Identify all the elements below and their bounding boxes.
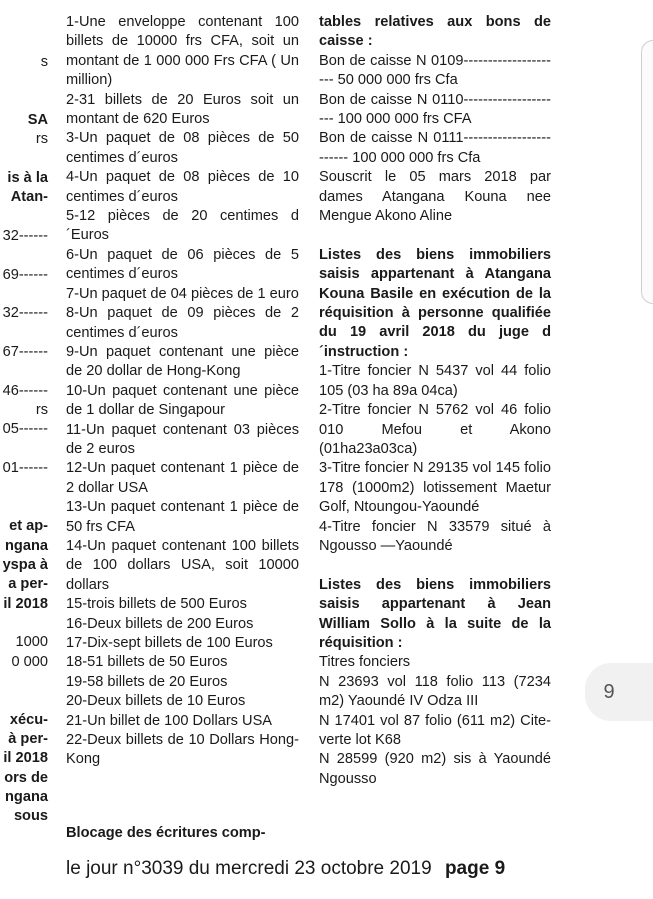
list-item: 1-Une enveloppe contenant 100 billets de 10000 frs CFA, soit un montant de 1 000 000 Frs CFA ( Un million) xyxy=(66,14,299,89)
list-item: 6-Un paquet de 06 pièces de 5 centimes d´euros xyxy=(66,246,299,283)
list-item: 14-Un paquet contenant 100 billets de 100 dollars USA, soit 10000 dollars xyxy=(66,537,299,593)
list-item: Bon de caisse N 0111------------------------ 100 000 000 frs Cfa xyxy=(319,130,551,166)
fragment: 46------ xyxy=(2,383,48,399)
list-item: Souscrit le 05 mars 2018 par dames Atangana Kouna nee Mengue Akono Aline xyxy=(319,169,551,225)
list-item: 11-Un paquet contenant 03 pièces de 2 euros xyxy=(66,421,299,457)
list-item: 7-Un paquet de 04 pièces de 1 euro xyxy=(66,285,299,302)
page-indicator-label: 9 xyxy=(603,680,615,703)
fragment: ngana xyxy=(5,789,48,805)
list-item: 16-Deux billets de 200 Euros xyxy=(66,615,254,632)
list-item: 21-Un billet de 100 Dollars USA xyxy=(66,712,273,729)
fragment: 1000 xyxy=(15,634,48,650)
fragment: 67------ xyxy=(2,344,48,360)
list-item: Titres fonciers xyxy=(319,654,411,671)
fragment: rs xyxy=(35,402,48,418)
fragment: à per- xyxy=(8,731,48,747)
fragment: Atan- xyxy=(10,189,48,205)
list-item: 17-Dix-sept billets de 100 Euros xyxy=(66,635,273,651)
fragment: xécu- xyxy=(9,712,48,728)
fragment: 69------ xyxy=(2,267,48,283)
list-item: 2-Titre foncier N 5762 vol 46 folio 010 Mefou et Akono (01ha23a03ca) xyxy=(319,402,551,457)
page-number: page 9 xyxy=(444,858,506,879)
list-item: 3-Titre foncier N 29135 vol 145 folio 178 (1000m2) lotissement Maetur Golf, Ntoungou-Yaoundé xyxy=(319,460,551,516)
fragment: is à la xyxy=(7,170,48,186)
fragment: 0 000 xyxy=(11,654,48,670)
list-item: 18-51 billets de 50 Euros xyxy=(66,654,228,671)
list-item: 4-Un paquet de 08 pièces de 10 centimes d´euros xyxy=(66,169,299,205)
fragment: rs xyxy=(35,131,48,147)
list-item: 15-trois billets de 500 Euros xyxy=(66,596,247,613)
list-item: 12-Un paquet contenant 1 pièce de 2 dollar USA xyxy=(66,460,299,496)
list-item: Bon de caisse N 0109--------------------- 50 000 000 frs Cfa xyxy=(319,52,551,89)
section-heading: tables relatives aux bons de caisse : xyxy=(319,14,551,50)
fragment: s xyxy=(40,54,48,70)
page-indicator-tab[interactable] xyxy=(585,663,653,721)
seized-items-list xyxy=(66,13,299,770)
list-item: 9-Un paquet contenant une pièce de 20 dollar de Hong-Kong xyxy=(66,343,299,380)
list-item: N 28599 (920 m2) sis à Yaoundé Ngousso xyxy=(319,751,551,787)
fragment: 32------ xyxy=(2,228,48,244)
list-item: N 23693 vol 118 folio 113 (7234 m2) Yaoundé IV Odza III xyxy=(319,673,551,710)
list-item: Bon de caisse N 0110--------------------- 100 000 000 frs CFA xyxy=(319,91,551,128)
fragment: SA xyxy=(27,112,48,128)
fragment: et ap- xyxy=(9,518,48,534)
right-column xyxy=(319,13,551,789)
fragment: il 2018 xyxy=(3,750,48,766)
list-item: 5-12 pièces de 20 centimes d´Euros xyxy=(66,208,299,244)
list-item: 10-Un paquet contenant une pièce de 1 dollar de Singapour xyxy=(66,382,299,419)
fragment: ngana xyxy=(5,538,48,554)
list-item: N 17401 vol 87 folio (611 m2) Cite-verte lot K68 xyxy=(319,712,551,748)
list-item: 4-Titre foncier N 33579 situé à Ngousso —Yaoundé xyxy=(319,518,551,554)
section-heading: Listes des biens immobiliers saisis appartenant à Atangana Kouna Basile en exécution de la réquisition à personne qualifiée du 19 avril 2018 du juge d´instruction : xyxy=(319,246,551,360)
list-item: 1-Titre foncier N 5437 vol 44 folio 105 (03 ha 89a 04ca) xyxy=(319,363,551,399)
fragment: ors de xyxy=(4,770,48,786)
section-heading: Blocage des écritures comp- xyxy=(66,825,266,841)
list-item: 20-Deux billets de 10 Euros xyxy=(66,693,246,710)
fragment: a per- xyxy=(8,576,48,592)
fragment: 32------ xyxy=(2,305,48,321)
list-item: 13-Un paquet contenant 1 pièce de 50 frs CFA xyxy=(66,499,299,535)
page-footer xyxy=(66,858,505,880)
list-item: 2-31 billets de 20 Euros soit un montant de 620 Euros xyxy=(66,91,299,128)
scrollbar[interactable] xyxy=(641,40,653,304)
fragment: 01------ xyxy=(2,460,48,476)
list-item: 3-Un paquet de 08 pièces de 50 centimes d´euros xyxy=(66,130,299,166)
list-item: 19-58 billets de 20 Euros xyxy=(66,673,228,690)
fragment: yspa à xyxy=(2,557,48,573)
issue-info: le jour n°3039 du mercredi 23 octobre 2019 xyxy=(66,858,432,879)
fragment: 05------ xyxy=(2,421,48,437)
fragment: sous xyxy=(13,808,48,824)
section-heading: Listes des biens immobiliers saisis appartenant à Jean William Sollo à la suite de la réquisition : xyxy=(319,576,551,651)
list-item: 22-Deux billets de 10 Dollars Hong-Kong xyxy=(66,732,299,768)
fragment: il 2018 xyxy=(3,596,48,612)
list-item: 8-Un paquet de 09 pièces de 2 centimes d´euros xyxy=(66,305,299,341)
